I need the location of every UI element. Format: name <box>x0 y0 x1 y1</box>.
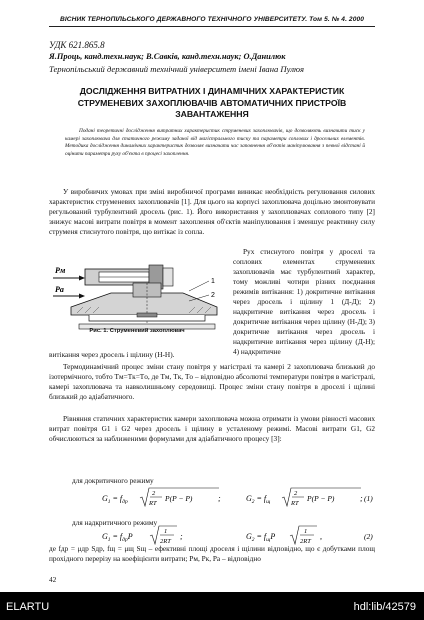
handle-id: hdl:lib/42579 <box>353 601 416 613</box>
svg-text:;: ; <box>180 532 183 541</box>
authors: Я.Проць, канд.техн.наук; В.Савків, канд.техн.наук; О.Данилюк <box>49 52 286 61</box>
article-title: ДОСЛІДЖЕННЯ ВИТРАТНИХ І ДИНАМІЧНИХ ХАРАКТЕРИСТИК СТРУМЕНЕВИХ ЗАХОПЛЮВАЧІВ АВТОМАТИЧНИХ ПРИСТРОЇВ ЗАВАНТАЖЕННЯ <box>77 86 347 119</box>
repository-footer-bar <box>0 592 424 620</box>
journal-header: ВІСНИК ТЕРНОПІЛЬСЬКОГО ДЕРЖАВНОГО ТЕХНІЧНОГО УНІВЕРСИТЕТУ. Том 5. № 4. 2000 <box>59 16 365 23</box>
udk-code: УДК 621.865.8 <box>49 40 105 50</box>
paragraph-intro: У виробничих умовах при зміні виробничої програми виникає необхідність регулювання силових характеристик струменевих захоплювачів [1]. Для цього на корпусі захоплювача доцільно змонтовувати регульований турбулентний дросель (рис. 1). Його використання у захоплювачах соплового типу [2] знижує масові витрати повітря в момент захоплення об'єктів маніпулювання і зменшує реактивну силу струменя стиснутого повітря, що витікає із сопла. <box>49 187 375 236</box>
svg-text:G2 = fщ: $G_2 = f_щ$ <box>246 494 271 505</box>
svg-text:G1 = fдр: $G_1 = f_{др}$ <box>102 494 128 505</box>
svg-text:;: ; <box>360 494 363 503</box>
svg-text:G2 = fщP: $G_2 = f_щP$ <box>246 532 276 543</box>
svg-text:2: 2 <box>152 490 156 497</box>
svg-text:,: , <box>320 532 322 541</box>
figure-label-2: 2 <box>211 292 215 299</box>
paragraph-thermodynamics: Термодинамічний процес зміни стану повітря у магістралі та камері 2 захоплювача близький до ізотермічного, тобто Tм=Tк=Tо, де Tм, Tк, Tо – відповідно абсолютні температури повітря в магістралі, камері захоплювача та навколишньому середовищі. Процес зміни стану повітря в дроселі і щілині близький до адіабатичного. <box>49 362 375 401</box>
svg-text:RT: RT <box>149 500 157 507</box>
svg-text:G1 = fдрP: $G_1 = f_{др}P$ <box>102 532 133 543</box>
header-rule <box>49 26 375 27</box>
paragraph-flow-regimes-end: витікання через дросель і щілину (Н-Н). <box>49 350 175 359</box>
pressure-label-m: Pм <box>55 266 66 275</box>
svg-text:2: 2 <box>294 490 298 497</box>
figure-caption: Рис. 1. Струменевий захоплювач <box>89 328 185 334</box>
paragraph-flow-regimes: Рух стиснутого повітря у дроселі та соплових елементах струменевих захоплювачів має турбулентний характер, тому можливі чотири різних поєднання режимів витікання: 1) докритичне витікання через дросель і щілину 1 (Д-Д); 2) надкритичне витікання через дросель і докритичне витікання через щілину (Н-Д); 3) докритичне витікання через дросель і надкритичне витікання через щілину (Д-Н); 4) надкритичне <box>233 247 375 356</box>
svg-text:P(P − P): P(P − P) <box>165 494 193 503</box>
equation-1-number: (1) <box>364 494 373 503</box>
svg-text:2RT: 2RT <box>300 538 311 545</box>
svg-text:1: 1 <box>164 528 168 535</box>
svg-text:;: ; <box>218 494 221 503</box>
label-supercritical-mode: для надкритичного режиму <box>72 518 158 527</box>
label-subcritical-mode: для докритичного режиму <box>72 476 154 485</box>
jet-gripper-figure <box>49 257 239 337</box>
repository-name: ELARTU <box>6 601 50 613</box>
svg-text:2RT: 2RT <box>160 538 171 545</box>
svg-text:P(P − P): P(P − P) <box>307 494 335 503</box>
svg-text:RT: RT <box>291 500 299 507</box>
abstract: Подані теоретичні дослідження витратних характеристик струменевих захоплювачів, що дозволяють визначити тиск у камері захоплювача для статичного режиму заданої від магістрального тиску та параметри соплових і дросельних елементів. Методика дослідження динамічних характеристик дозволяє визначати час заповнення об'єктів маніпулювання з певної відстані й оцінити параметри руху об'єкта в процесі захоплення. <box>65 128 365 158</box>
equation-2-number: (2) <box>364 532 373 541</box>
paragraph-effective-areas: де fдр = μдр Sдр, fщ = μщ Sщ – ефективні площі дроселя і щілини відповідно, що є добутками площ прохідного перерізу на коефіцієнти витрати; Pм, Pк, Pа – відповідно <box>49 544 375 563</box>
svg-text:1: 1 <box>304 528 308 535</box>
affiliation: Тернопільський державний технічний університет імені Івана Пулюя <box>49 64 305 74</box>
pressure-label-a: Pа <box>55 285 64 294</box>
equation-1 <box>88 486 378 512</box>
figure-label-1: 1 <box>211 278 215 285</box>
page-number: 42 <box>49 575 57 584</box>
paragraph-static-characteristics: Рівняння статичних характеристик камери захоплювача можна отримати із умови рівності масових витрат повітря G1 і G2 через дросель і щілину в усталеному режимі. Масові витрати G1, G2 обчислюються за наближеними формулами для адіабатичного процесу [3]: <box>49 414 375 443</box>
